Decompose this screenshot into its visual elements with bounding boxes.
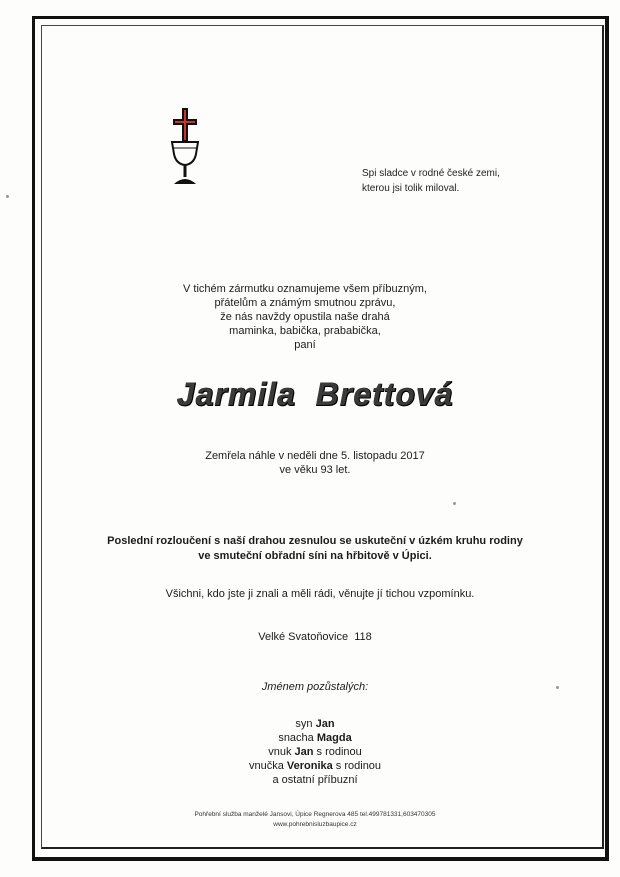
remembrance-text: Všichni, kdo jste ji znali a měli rádi, věnujte jí tichou vzpomínku. bbox=[165, 588, 475, 600]
relation-suffix: s rodinou bbox=[332, 760, 382, 772]
relation: vnuk bbox=[268, 746, 295, 758]
motto-line: kterou jsi tolik miloval. bbox=[362, 183, 460, 194]
family-list bbox=[190, 717, 440, 787]
death-line: Zemřela náhle v neděli dne 5. listopadu 2017 bbox=[205, 450, 425, 462]
announcement-intro bbox=[140, 282, 470, 352]
intro-line: paní bbox=[294, 339, 316, 351]
farewell-line: Poslední rozloučení s naší drahou zesnulou se uskuteční v úzkém kruhu rodiny bbox=[107, 535, 523, 547]
footer-contact: Pohřební služba manželé Jansovi, Úpice Regnerova 485 tel.499781331,603470305 bbox=[194, 811, 436, 818]
family-member bbox=[190, 759, 440, 773]
cross-chalice-icon bbox=[168, 108, 202, 186]
scan-speck bbox=[453, 502, 456, 505]
farewell-line: ve smuteční obřadní síni na hřbitově v Úpici. bbox=[198, 550, 432, 562]
member-name: Jan bbox=[315, 718, 335, 730]
motto-verse bbox=[362, 166, 562, 196]
intro-line: V tichém zármutku oznamujeme všem příbuzným, bbox=[183, 283, 427, 295]
intro-line: přátelům a známým smutnou zprávu, bbox=[214, 297, 396, 309]
scan-speck bbox=[6, 195, 9, 198]
family-member bbox=[190, 717, 440, 731]
address: Velké Svatoňovice 118 bbox=[258, 631, 372, 643]
funeral-service-footer bbox=[140, 810, 490, 830]
footer-website: www.pohrebnisluzbaupice.cz bbox=[273, 821, 357, 828]
motto-line: Spi sladce v rodné české zemi, bbox=[362, 168, 500, 179]
family-member bbox=[190, 731, 440, 745]
relation: snacha bbox=[278, 732, 317, 744]
member-name: Veronika bbox=[286, 760, 333, 772]
relation: syn bbox=[295, 718, 316, 730]
death-line: ve věku 93 let. bbox=[279, 464, 351, 476]
death-details bbox=[170, 449, 460, 477]
mourners-label: Jménem pozůstalých: bbox=[261, 681, 369, 693]
intro-line: že nás navždy opustila naše drahá bbox=[220, 311, 390, 323]
intro-line: maminka, babička, prababička, bbox=[229, 325, 381, 337]
farewell-notice bbox=[80, 534, 550, 564]
member-name: Jan bbox=[294, 746, 314, 758]
relation: a ostatní příbuzní bbox=[272, 774, 358, 786]
family-member bbox=[190, 773, 440, 787]
scan-speck bbox=[556, 686, 559, 689]
relation-suffix: s rodinou bbox=[313, 746, 362, 758]
relation: vnučka bbox=[248, 760, 287, 772]
family-member bbox=[190, 745, 440, 759]
member-name: Magda bbox=[316, 732, 352, 744]
deceased-name: Jarmila Brettová bbox=[176, 376, 454, 412]
